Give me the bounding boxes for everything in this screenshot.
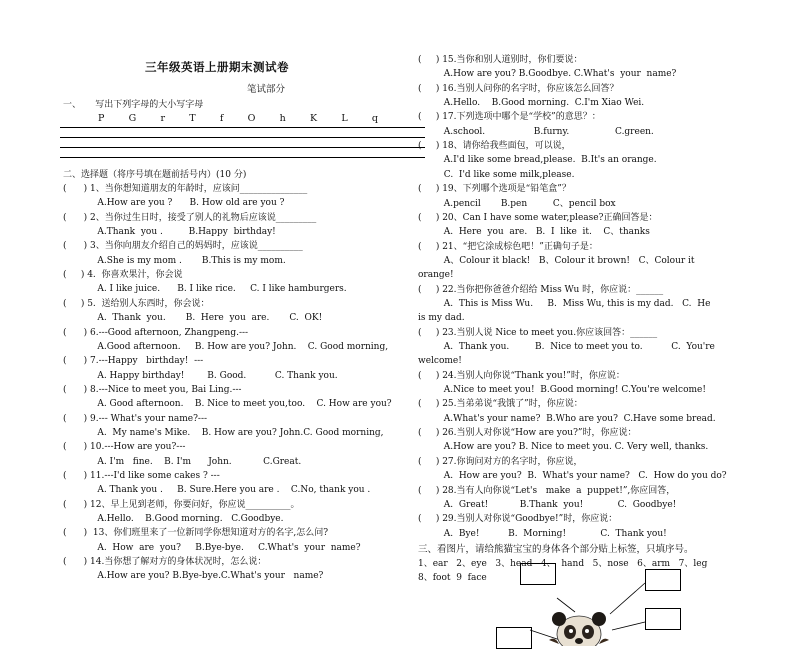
letter: P bbox=[98, 113, 105, 124]
question-line: ( ) 22.当你把你爸爸介绍给 Miss Wu 时，你应说：______ bbox=[418, 284, 664, 295]
letter: T bbox=[189, 113, 196, 124]
question-line: A. Happy birthday! B. Good. C. Thank you. bbox=[63, 370, 338, 381]
question-line: A. My name's Mike. B. How are you? John.C. Good morning, bbox=[63, 427, 384, 438]
question-line: ( ) 11.---I'd like some cakes ? --- bbox=[63, 471, 220, 481]
question-line: ( ) 25.当弟弟说“我饿了”时，你应说： bbox=[418, 399, 583, 410]
panda-image bbox=[545, 610, 613, 646]
letter: O bbox=[247, 113, 256, 124]
question-line: A.Thank you . B.Happy birthday! bbox=[63, 227, 276, 238]
label-box[interactable] bbox=[645, 569, 681, 591]
question-line: A. This is Miss Wu. B. Miss Wu, this is my dad. C. He bbox=[418, 298, 711, 309]
question-line: ( ) 9.--- What's your name?--- bbox=[63, 413, 208, 424]
question-line: A.school. B.furny. C.green. bbox=[418, 126, 654, 137]
question-line: A. Here you are. B. I like it. C、thanks bbox=[418, 227, 650, 238]
letter: L bbox=[341, 113, 348, 124]
question-line: ( ) 5. 送给别人东西时，你会说： bbox=[63, 298, 210, 309]
exam-subtitle: 笔试部分 bbox=[247, 84, 286, 95]
label-box[interactable] bbox=[520, 563, 556, 585]
question-line: ( ) 17.下列选项中哪个是“学校”的意思？： bbox=[418, 112, 601, 123]
question-line: A. Thank you. B. Nice to meet you to. C. You're bbox=[418, 342, 715, 352]
question-line: A.Hello. B.Good morning. C.Goodbye. bbox=[63, 514, 284, 525]
question-line: ( ) 20、Can I have some water,please?正确回答是： bbox=[418, 212, 658, 223]
question-line: ( ) 26.当别人对你说“How are you?”时，你应说： bbox=[418, 428, 637, 439]
question-line: A.What's your name? B.Who are you? C.Have some bread. bbox=[418, 413, 716, 424]
section3-vocab-line: 8、foot 9 face bbox=[418, 573, 487, 583]
section3-vocab-line: 1、ear 2、eye 3、head 4、 hand 5、nose 6、arm 7、leg bbox=[418, 559, 708, 569]
letter: q bbox=[371, 113, 378, 124]
question-line: A.Good afternoon. B. How are you? John. C. Good morning, bbox=[63, 341, 389, 352]
question-line: A. Thank you. B. Here you are. C. OK! bbox=[63, 313, 323, 324]
question-line: A.I'd like some bread,please. B.It's an orange. bbox=[418, 155, 657, 166]
exam-title: 三年级英语上册期末测试卷 bbox=[145, 60, 289, 74]
question-line: ( ) 1、当你想知道朋友的年龄时，应该问_______________ bbox=[63, 184, 308, 194]
section3-heading: 三、看图片，请给熊猫宝宝的身体各个部分贴上标签，只填序号。 bbox=[418, 544, 694, 555]
question-line: A. Thank you . B. Sure.Here you are . C.No, thank you . bbox=[63, 485, 371, 496]
section2-heading: 二、选择题（将序号填在题前括号内）(10 分) bbox=[63, 170, 247, 180]
question-line: A. Great! B.Thank you! C. Goodbye! bbox=[418, 499, 677, 510]
letter: f bbox=[219, 113, 224, 124]
question-line: ( ) 23.当别人说 Nice to meet you.你应该回答：______ bbox=[418, 327, 658, 338]
question-line: ( ) 28.当有人向你说“Let's make a puppet!”,你应回答， bbox=[418, 485, 676, 496]
question-line: ( ) 8.---Nice to meet you, Bai Ling.--- bbox=[63, 384, 242, 395]
question-line: A.How are you ? B. How old are you ? bbox=[63, 198, 285, 209]
letter: r bbox=[160, 113, 166, 124]
letter: K bbox=[309, 113, 318, 124]
label-box[interactable] bbox=[496, 627, 532, 649]
question-line: ( ) 6.---Good afternoon, Zhangpeng.--- bbox=[63, 327, 249, 338]
question-line: ( ) 27.你询问对方的名字时，你应说， bbox=[418, 456, 583, 467]
question-line: ( ) 14.当你想了解对方的身体状况时，怎么说： bbox=[63, 557, 267, 568]
question-line: is my dad. bbox=[418, 313, 465, 324]
question-line: ( ) 4. 你喜欢果汁，你会说 bbox=[63, 270, 183, 281]
question-line: ( ) 21、“把它涂成棕色吧！”正确句子是： bbox=[418, 241, 598, 252]
question-line: ( ) 2、当你过生日时，接受了别人的礼物后应该说_________ bbox=[63, 212, 317, 223]
question-line: A、Colour it black! B、Colour it brown! C、Colour it bbox=[418, 255, 695, 266]
section1-heading: 一、 写出下列字母的大小写字母 bbox=[63, 100, 204, 110]
question-line: A. Bye! B. Morning! C. Thank you! bbox=[418, 528, 667, 539]
question-line: A. How are you? B. What's your name? C. How do you do? bbox=[418, 471, 727, 482]
letter: h bbox=[279, 113, 286, 124]
letter: G bbox=[128, 113, 137, 124]
question-line: ( ) 29.当别人对你说“Goodbye!”时，你应说： bbox=[418, 514, 618, 525]
question-line: A.How are you? B.Goodbye. C.What's your name? bbox=[418, 69, 677, 80]
question-line: A.pencil B.pen C、pencil box bbox=[418, 198, 616, 209]
question-line: A.How are you? B.Bye-bye.C.What's your name? bbox=[63, 571, 324, 582]
question-line: A.How are you? B. Nice to meet you. C. Very well, thanks. bbox=[418, 442, 709, 453]
question-line: A. Good afternoon. B. Nice to meet you,too. C. How are you? bbox=[63, 399, 392, 410]
question-line: ( ) 12、早上见到老师，你要问好，你应说__________。 bbox=[63, 499, 300, 510]
question-line: welcome! bbox=[418, 356, 462, 367]
question-line: ( ) 7.---Happy birthday! --- bbox=[63, 356, 204, 367]
question-line: ( ) 19、下列哪个选项是“铅笔盒”？ bbox=[418, 184, 571, 195]
question-line: ( ) 13、你们班里来了一位新同学你想知道对方的名字,怎么问? bbox=[63, 528, 329, 539]
question-line: C. I'd like some milk,please. bbox=[418, 169, 575, 180]
question-line: A. I like juice. B. I like rice. C. I like hamburgers. bbox=[63, 284, 347, 295]
question-line: A.She is my mom . B.This is my mom. bbox=[63, 255, 286, 266]
question-line: ( ) 10.---How are you?--- bbox=[63, 442, 186, 453]
question-line: orange! bbox=[418, 270, 454, 281]
label-box[interactable] bbox=[645, 608, 681, 630]
question-line: ( ) 16.当别人问你的名字时，你应该怎么回答？ bbox=[418, 83, 619, 94]
question-line: ( ) 18、请你给我些面包，可以说， bbox=[418, 141, 571, 152]
question-line: A. I'm fine. B. I'm John. C.Great. bbox=[63, 456, 302, 467]
question-line: A. How are you? B.Bye-bye. C.What's your name? bbox=[63, 542, 361, 553]
question-line: A.Nice to meet you! B.Good morning! C.You're welcome! bbox=[418, 385, 706, 396]
question-line: A.Hello. B.Good morning. C.I'm Xiao Wei. bbox=[418, 98, 645, 109]
question-line: ( ) 24.当别人向你说“Thank you!”时，你应说： bbox=[418, 370, 625, 381]
question-line: ( ) 3、当你向朋友介绍自己的妈妈时，应该说__________ bbox=[63, 241, 303, 252]
question-line: ( ) 15.当你和别人道别时，你们要说： bbox=[418, 55, 583, 65]
